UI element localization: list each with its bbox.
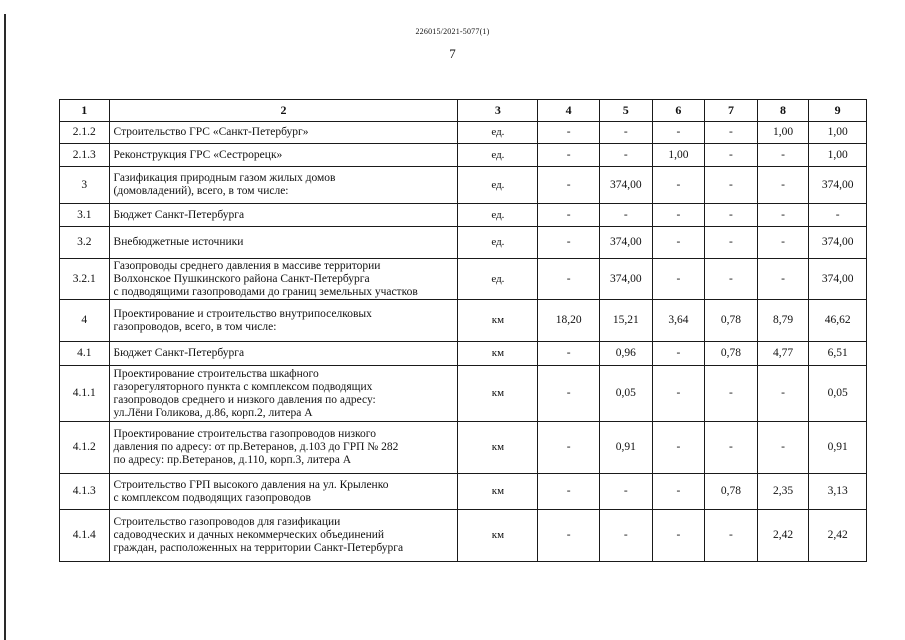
row-description: Внебюджетные источники	[109, 227, 458, 259]
cell-col7: 0,78	[705, 342, 758, 366]
cell-col6: -	[652, 474, 705, 510]
cell-col5: -	[600, 204, 653, 227]
cell-col5: -	[600, 510, 653, 562]
cell-col7: 0,78	[705, 300, 758, 342]
row-description: Строительство ГРП высокого давления на ул. Крыленко с комплексом подводящих газопроводов	[109, 474, 458, 510]
column-header: 5	[600, 100, 653, 122]
row-unit: ед.	[458, 204, 538, 227]
cell-col6: -	[652, 259, 705, 300]
table-row	[60, 167, 867, 204]
row-number: 4.1.4	[60, 510, 110, 562]
table-row	[60, 474, 867, 510]
cell-col7: -	[705, 122, 758, 144]
cell-col9: 1,00	[809, 122, 867, 144]
cell-col5: 374,00	[600, 167, 653, 204]
cell-col9: 46,62	[809, 300, 867, 342]
data-table	[59, 99, 867, 562]
cell-col9: 2,42	[809, 510, 867, 562]
cell-col8: -	[757, 167, 809, 204]
cell-col6: -	[652, 167, 705, 204]
cell-col4: -	[538, 422, 600, 474]
cell-col5: 374,00	[600, 259, 653, 300]
column-header: 9	[809, 100, 867, 122]
table-row	[60, 204, 867, 227]
row-unit: ед.	[458, 167, 538, 204]
cell-col6: 3,64	[652, 300, 705, 342]
cell-col4: -	[538, 510, 600, 562]
page-number: 7	[449, 46, 456, 61]
cell-col7: -	[705, 422, 758, 474]
column-header: 8	[757, 100, 809, 122]
cell-col5: 0,96	[600, 342, 653, 366]
cell-col9: 1,00	[809, 144, 867, 167]
row-description: Строительство газопроводов для газификации садоводческих и дачных некоммерческих объединений граждан, расположенных на территории Санкт-Петербурга	[109, 510, 458, 562]
cell-col4: -	[538, 342, 600, 366]
row-description: Проектирование строительства шкафного газорегуляторного пункта с комплексом подводящих газопроводов среднего и низкого давления по адресу: ул.Лёни Голикова, д.86, корп.2, литера А	[109, 366, 458, 422]
cell-col8: 2,42	[757, 510, 809, 562]
cell-col4: -	[538, 167, 600, 204]
cell-col5: 15,21	[600, 300, 653, 342]
row-unit: км	[458, 300, 538, 342]
cell-col6: -	[652, 204, 705, 227]
cell-col5: -	[600, 122, 653, 144]
column-header: 4	[538, 100, 600, 122]
cell-col7: -	[705, 510, 758, 562]
cell-col7: -	[705, 227, 758, 259]
cell-col6: -	[652, 122, 705, 144]
cell-col4: -	[538, 144, 600, 167]
cell-col8: 4,77	[757, 342, 809, 366]
cell-col9: 0,05	[809, 366, 867, 422]
document-number: 226015/2021-5077(1)	[415, 27, 490, 36]
row-number: 3.2.1	[60, 259, 110, 300]
cell-col6: -	[652, 510, 705, 562]
cell-col8: -	[757, 366, 809, 422]
cell-col7: -	[705, 204, 758, 227]
row-number: 3.1	[60, 204, 110, 227]
table-row	[60, 122, 867, 144]
cell-col9: 374,00	[809, 227, 867, 259]
cell-col7: -	[705, 259, 758, 300]
cell-col8: -	[757, 204, 809, 227]
cell-col5: 0,91	[600, 422, 653, 474]
row-unit: км	[458, 510, 538, 562]
row-unit: ед.	[458, 227, 538, 259]
row-unit: км	[458, 342, 538, 366]
cell-col4: 18,20	[538, 300, 600, 342]
row-unit: км	[458, 474, 538, 510]
row-unit: ед.	[458, 259, 538, 300]
column-header: 6	[652, 100, 705, 122]
table-row	[60, 300, 867, 342]
cell-col9: 374,00	[809, 259, 867, 300]
table-row	[60, 342, 867, 366]
table-row	[60, 366, 867, 422]
cell-col8: -	[757, 259, 809, 300]
table-row	[60, 144, 867, 167]
row-description: Строительство ГРС «Санкт-Петербург»	[109, 122, 458, 144]
cell-col4: -	[538, 204, 600, 227]
cell-col6: -	[652, 227, 705, 259]
table-row	[60, 422, 867, 474]
row-number: 2.1.3	[60, 144, 110, 167]
scan-edge-line	[4, 14, 6, 640]
cell-col9: 0,91	[809, 422, 867, 474]
cell-col7: 0,78	[705, 474, 758, 510]
row-number: 4.1.1	[60, 366, 110, 422]
row-description: Газификация природным газом жилых домов (домовладений), всего, в том числе:	[109, 167, 458, 204]
cell-col8: 8,79	[757, 300, 809, 342]
cell-col6: 1,00	[652, 144, 705, 167]
row-unit: км	[458, 366, 538, 422]
row-unit: км	[458, 422, 538, 474]
cell-col4: -	[538, 227, 600, 259]
cell-col7: -	[705, 167, 758, 204]
cell-col9: 3,13	[809, 474, 867, 510]
row-description: Проектирование строительства газопроводов низкого давления по адресу: от пр.Ветеранов, д.103 до ГРП № 282 по адресу: пр.Ветеранов, д.110, корп.3, литера А	[109, 422, 458, 474]
table-row	[60, 510, 867, 562]
cell-col6: -	[652, 422, 705, 474]
column-header: 3	[458, 100, 538, 122]
cell-col4: -	[538, 474, 600, 510]
cell-col5: 374,00	[600, 227, 653, 259]
column-header: 2	[109, 100, 458, 122]
table-header-row	[60, 100, 867, 122]
cell-col5: -	[600, 144, 653, 167]
cell-col5: -	[600, 474, 653, 510]
row-description: Газопроводы среднего давления в массиве территории Волхонское Пушкинского района Санкт-Петербурга с подводящими газопроводами до границ земельных участков	[109, 259, 458, 300]
table-row	[60, 259, 867, 300]
row-description: Бюджет Санкт-Петербурга	[109, 342, 458, 366]
row-unit: ед.	[458, 122, 538, 144]
cell-col9: -	[809, 204, 867, 227]
table-row	[60, 227, 867, 259]
row-number: 4.1	[60, 342, 110, 366]
cell-col6: -	[652, 366, 705, 422]
cell-col8: 1,00	[757, 122, 809, 144]
cell-col8: -	[757, 422, 809, 474]
cell-col4: -	[538, 366, 600, 422]
cell-col8: -	[757, 144, 809, 167]
row-description: Реконструкция ГРС «Сестрорецк»	[109, 144, 458, 167]
row-description: Проектирование и строительство внутрипоселковых газопроводов, всего, в том числе:	[109, 300, 458, 342]
row-number: 3.2	[60, 227, 110, 259]
column-header: 7	[705, 100, 758, 122]
cell-col6: -	[652, 342, 705, 366]
row-number: 4.1.2	[60, 422, 110, 474]
row-number: 4	[60, 300, 110, 342]
row-number: 3	[60, 167, 110, 204]
cell-col5: 0,05	[600, 366, 653, 422]
cell-col7: -	[705, 366, 758, 422]
cell-col7: -	[705, 144, 758, 167]
cell-col4: -	[538, 122, 600, 144]
cell-col9: 6,51	[809, 342, 867, 366]
row-description: Бюджет Санкт-Петербурга	[109, 204, 458, 227]
cell-col8: -	[757, 227, 809, 259]
cell-col8: 2,35	[757, 474, 809, 510]
row-unit: ед.	[458, 144, 538, 167]
row-number: 4.1.3	[60, 474, 110, 510]
column-header: 1	[60, 100, 110, 122]
row-number: 2.1.2	[60, 122, 110, 144]
cell-col9: 374,00	[809, 167, 867, 204]
cell-col4: -	[538, 259, 600, 300]
